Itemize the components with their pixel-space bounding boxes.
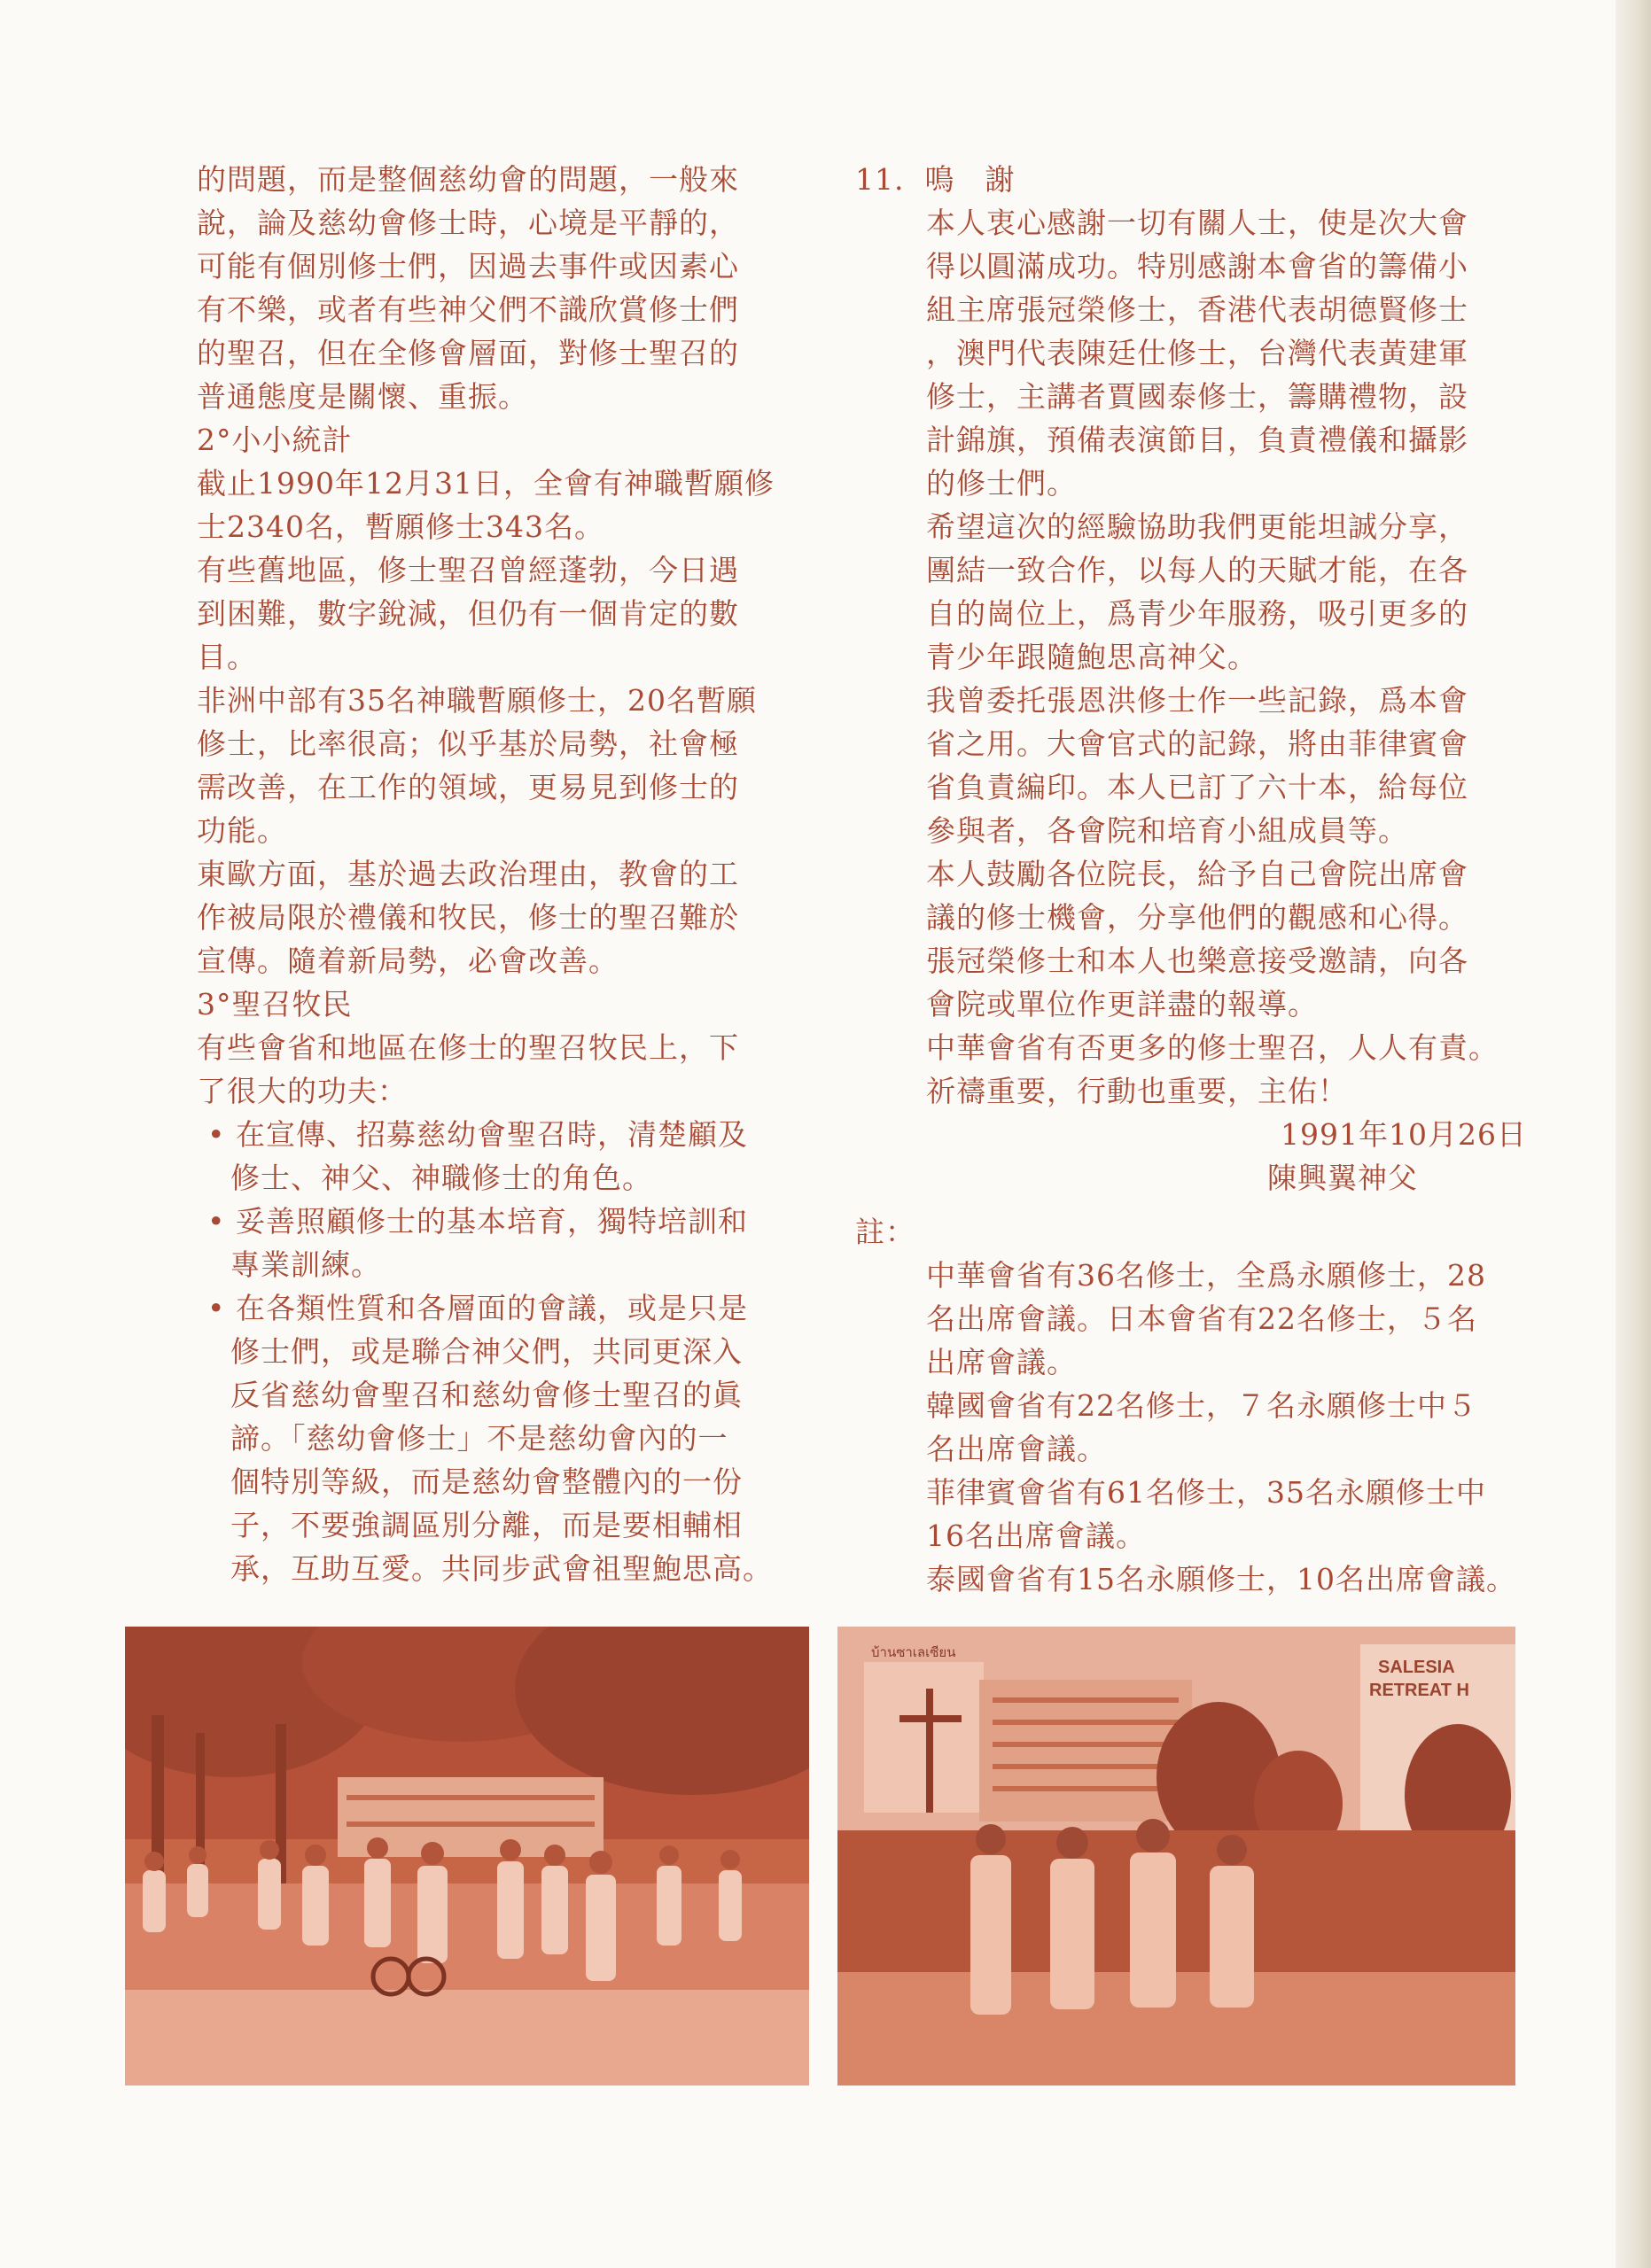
notes-label: 註：	[855, 1215, 915, 1249]
right-column	[855, 158, 1538, 1601]
paragraph: 有些舊地區，修士聖召曾經蓬勃，今日遇 到困難，數字銳減，但仍有一個肯定的數 目。	[197, 553, 739, 674]
paragraph: 截止1990年12月31日，全會有神職暫願修 士2340名，暫願修士343名。	[197, 466, 775, 544]
letter-date: 1991年10月26日	[1281, 1117, 1527, 1152]
letter-signature: 陳興翼神父	[1267, 1161, 1418, 1195]
retreat-sign-text: SALESIA	[1378, 1658, 1455, 1677]
note-item: 中華會省有36名修士，全爲永願修士，28 名出席會議。日本會省有22名修士，５名 出席會議。	[926, 1258, 1486, 1379]
bullet-item: • 在宣傳、招募慈幼會聖召時，清楚顧及 修士、神父、神職修士的角色。	[207, 1117, 748, 1195]
paragraph: 張冠榮修士和本人也樂意接受邀請，向各 會院或單位作更詳盡的報導。	[926, 944, 1468, 1021]
section-heading-statistics: 2°小小統計	[197, 423, 353, 457]
notes	[855, 1254, 1538, 1601]
note-item: 菲律賓會省有61名修士，35名永願修士中 16名出席會議。	[926, 1475, 1486, 1553]
thai-sign-text: บ้านซาเลเซียน	[871, 1644, 956, 1660]
section-heading-pastoral: 3°聖召牧民	[197, 987, 353, 1021]
paragraph: 中華會省有否更多的修士聖召，人人有責。 祈禱重要，行動也重要，主佑！	[926, 1030, 1499, 1108]
section-heading-thanks: 11. 鳴 謝	[855, 162, 1016, 197]
paragraph: 東歐方面，基於過去政治理由，教會的工 作被局限於禮儀和牧民，修士的聖召難於 宣傳。隨着新局勢，必會改善。	[197, 857, 739, 978]
note-item: 泰國會省有15名永願修士，10名出席會議。	[926, 1562, 1516, 1596]
paragraph: 非洲中部有35名神職暫願修士，20名暫願 修士，比率很高；似乎基於局勢，社會極 需改善，在工作的領域，更易見到修士的 功能。	[197, 683, 757, 848]
group-walking-photo	[125, 1627, 809, 2085]
bullet-item: • 妥善照顧修士的基本培育，獨特培訓和 專業訓練。	[207, 1204, 748, 1282]
svg-text:RETREAT H: RETREAT H	[1369, 1681, 1469, 1700]
note-item: 韓國會省有22名修士，７名永願修士中５ 名出席會議。	[926, 1388, 1477, 1466]
paragraph: 有些會省和地區在修士的聖召牧民上，下 了很大的功夫：	[197, 1030, 739, 1108]
bullet-item: • 在各類性質和各層面的會議，或是只是 修士們，或是聯合神父們，共同更深入 反省慈幼會聖召和慈幼會修士聖召的眞 諦。「慈幼會修士」不是慈幼會內的一 個特別等級，而是慈幼會整體內的一份 子，不要強調區別分離，而是要相輔相 承，互助互愛。共同步武會祖聖鮑思高。	[207, 1291, 773, 1586]
paragraph: 本人鼓勵各位院長，給予自己會院出席會 議的修士機會，分享他們的觀感和心得。	[926, 857, 1468, 935]
paragraph: 本人衷心感謝一切有關人士，使是次大會 得以圓滿成功。特別感謝本會省的籌備小 組主席張冠榮修士，香港代表胡德賢修士 ，澳門代表陳廷仕修士，台灣代表黃建軍 修士，主講者賈國泰修士，籌購禮物，設 計錦旗，預備表演節目，負責禮儀和攝影 的修士們。	[926, 206, 1468, 501]
paragraph: 希望這次的經驗協助我們更能坦誠分享， 團結一致合作，以每人的天賦才能，在各 自的崗位上，爲青少年服務，吸引更多的 青少年跟隨鮑思高神父。	[926, 509, 1468, 674]
paragraph: 我曾委托張恩洪修士作一些記錄，爲本會 省之用。大會官式的記錄，將由菲律賓會 省負責編印。本人已訂了六十本，給每位 參與者，各會院和培育小組成員等。	[926, 683, 1468, 848]
paragraph: 的問題，而是整個慈幼會的問題，一般來 說，論及慈幼會修士時，心境是平靜的， 可能有個別修士們，因過去事件或因素心 有不樂，或者有些神父們不識欣賞修士們 的聖召，但在全修會層面，對修士聖召的 普通態度是關懷、重振。	[197, 162, 739, 414]
left-column	[197, 158, 799, 1590]
page-edge	[1616, 0, 1651, 2268]
retreat-house-photo	[837, 1627, 1515, 2085]
